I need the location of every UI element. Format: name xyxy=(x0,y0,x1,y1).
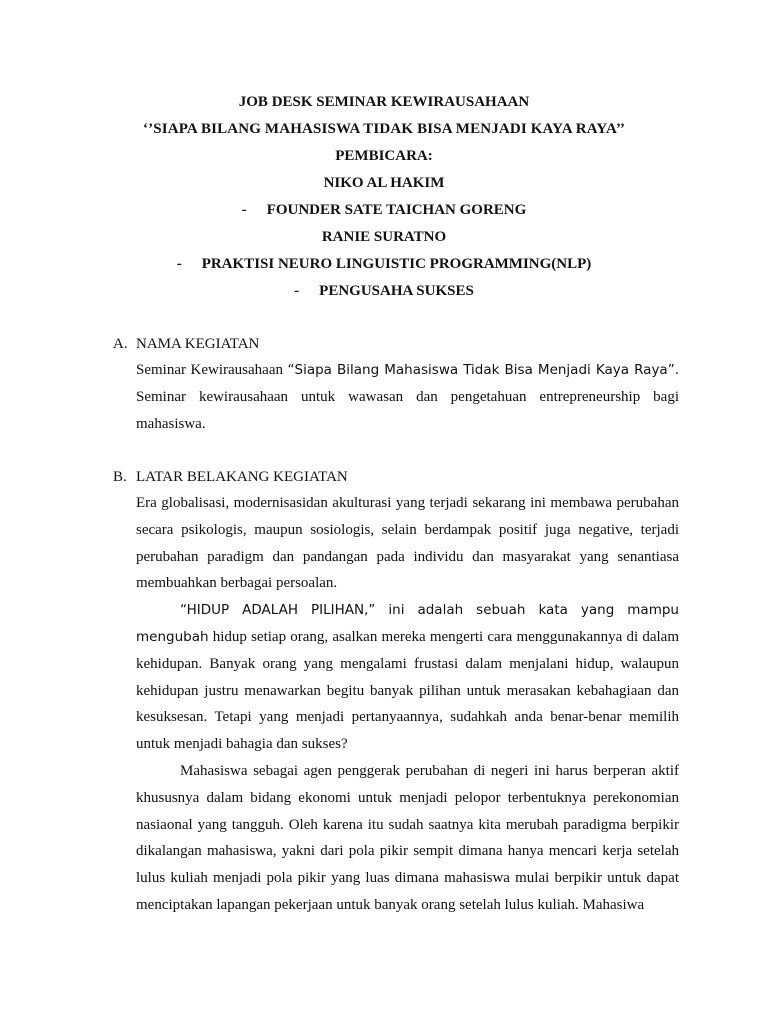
section-a-paragraph: Seminar kewirausahaan untuk wawasan dan pengetahuan entrepreneurship bagi mahasiswa. xyxy=(136,388,679,432)
quote-hidup-adalah-pilihan: “HIDUP ADALAH PILIHAN,” ini adalah sebuah kata yang mampu mengubah xyxy=(136,602,679,645)
seminar-title-quote: “Siapa Bilang Mahasiswa Tidak Bisa Menjadi Kaya Raya”. xyxy=(287,362,679,378)
paragraph-1: Era globalisasi, modernisasidan akulturasi yang terjadi sekarang ini membawa perubahan secara psikologis, maupun sosiologis, selain berdampak positif juga negative, terjadi perubahan paradigm dan pandangan pada individu dan masyarakat yang senantiasa membuahkan berbagai persoalan. xyxy=(136,495,679,592)
speaker-role-text: FOUNDER SATE TAICHAN GORENG xyxy=(266,202,527,218)
speaker-role-2 xyxy=(0,254,768,274)
paragraph-3: Mahasiswa sebagai agen penggerak perubahan di negeri ini harus berperan aktif khususnya dalam bidang ekonomi untuk menjadi pelopor terbentuknya perekonomian nasiaonal yang tangguh. Oleh karena itu sudah saatnya kita merubah paradigma berpikir dikalangan mahasiswa, yakni dari pola pikir sempit dimana hanya mencari kerja setelah lulus kuliah menjadi pola pikir yang luas dimana mahasiswa mulai berpikir untuk dapat menciptakan lapangan pekerjaan untuk banyak orang setelah lulus kuliah. Mahasiwa xyxy=(136,762,679,913)
list-dash: - xyxy=(294,283,300,299)
list-dash: - xyxy=(176,256,182,272)
speaker-name-2: RANIE SURATNO xyxy=(321,229,447,245)
section-a-body xyxy=(136,357,679,437)
paragraph-2 xyxy=(136,597,679,758)
document-title: JOB DESK SEMINAR KEWIRAUSAHAAN xyxy=(238,94,530,110)
section-letter: B. xyxy=(113,469,127,485)
speaker-label: PEMBICARA: xyxy=(335,148,433,164)
section-b-body xyxy=(136,490,679,919)
section-a-line-1 xyxy=(136,357,679,384)
section-title: NAMA KEGIATAN xyxy=(136,336,260,352)
section-title: LATAR BELAKANG KEGIATAN xyxy=(136,469,348,485)
list-dash: - xyxy=(241,202,247,218)
speaker-role-3 xyxy=(0,281,768,301)
text-run: hidup setiap orang, asalkan mereka mengerti cara menggunakannya di dalam kehidupan. Banyak orang yang mengalami frustasi dalam menjalani hidup, walaupun kehidupan justru menawarkan begitu banyak pilihan untuk merasakan kebahagiaan dan kesuksesan. Tetapi yang menjadi pertanyaannya, sudahkah anda benar-benar memilih untuk menjadi bahagia dan sukses? xyxy=(136,628,679,753)
section-a-heading xyxy=(113,334,259,354)
speaker-role-text: PENGUSAHA SUKSES xyxy=(319,283,474,299)
speaker-role-1 xyxy=(0,200,768,220)
seminar-theme: ‘’SIAPA BILANG MAHASISWA TIDAK BISA MENJADI KAYA RAYA’’ xyxy=(142,121,626,137)
text-run: Seminar Kewirausahaan xyxy=(136,362,288,378)
speaker-role-text: PRAKTISI NEURO LINGUISTIC PROGRAMMING(NLP) xyxy=(201,256,592,272)
section-letter: A. xyxy=(113,336,128,352)
section-b-heading xyxy=(113,467,348,487)
speaker-name-1: NIKO AL HAKIM xyxy=(323,175,445,191)
